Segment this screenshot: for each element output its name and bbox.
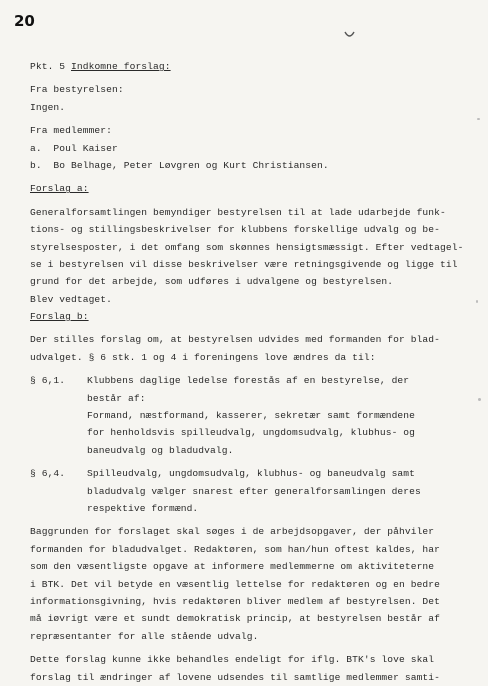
rationale-line: repræsentanter for alle stående udvalg. — [30, 630, 259, 642]
proposal-a-line: styrelsesposter, i det omfang som skønnes hensigtsmæssigt. Efter vedtagel- — [30, 241, 464, 253]
page-number: 20 — [14, 12, 35, 30]
paragraph-6-4: § 6,4. Spilleudvalg, ungdomsudvalg, klubhus- og baneudvalg samt — [30, 465, 480, 482]
agenda-item-title: Indkomne forslag: — [71, 61, 171, 72]
paragraph-line: Formand, næstformand, kasserer, sekretær samt formændene — [87, 410, 416, 422]
rationale-line: må iøvrigt være et sundt demokratisk princip, at bestyrelsen består af — [30, 613, 441, 625]
proposal-b-heading: Forslag b: — [30, 311, 89, 323]
members-label: Fra medlemmer: — [30, 125, 113, 137]
board-value: Ingen. — [30, 101, 66, 113]
proposal-a-heading: Forslag a: — [30, 183, 89, 195]
proposal-a-line: grund for det arbejde, som udføres i udvalgene og bestyrelsen. — [30, 276, 394, 288]
paragraph-6-1: § 6,1. Klubbens daglige ledelse forestås af en bestyrelse, der — [30, 372, 480, 389]
proposal-a-result: Blev vedtaget. — [30, 293, 113, 305]
document-body — [30, 58, 480, 686]
rationale-line: som den væsentligste opgave at informere medlemmerne om aktiviteterne — [30, 561, 435, 573]
paragraph-line: respektive formænd. — [87, 502, 199, 514]
proposal-b-intro: udvalget. § 6 stk. 1 og 4 i foreningens love ændres da til: — [30, 351, 376, 363]
closing-line: Dette forslag kunne ikke behandles endeligt for iflg. BTK's love skal — [30, 654, 435, 666]
punch-hole-mark — [344, 31, 355, 39]
member-item: a. Poul Kaiser — [30, 142, 118, 154]
proposal-a-line: tions- og stillingsbeskrivelser for klubbens forskellige udvalg og be- — [30, 224, 441, 236]
paragraph-line: baneudvalg og bladudvalg. — [87, 444, 234, 456]
member-item: b. Bo Belhage, Peter Løvgren og Kurt Christiansen. — [30, 159, 329, 171]
proposal-a-line: Generalforsamtlingen bemyndiger bestyrelsen til at lade udarbejde funk- — [30, 206, 446, 218]
rationale-line: formanden for bladudvalget. Redaktøren, som han/hun oftest kaldes, har — [30, 543, 441, 555]
closing-line: forslag til ændringer af lovene udsendes til samtlige medlemmer samti- — [30, 671, 441, 683]
rationale-line: i BTK. Det vil betyde en væsentlig lettelse for redaktøren og en bedre — [30, 578, 441, 590]
paragraph-number: § 6,4. — [30, 468, 66, 480]
paragraph-line: for henholdsvis spilleudvalg, ungdomsudvalg, klubhus- og — [87, 427, 416, 439]
paragraph-line: bladudvalg vælger snarest efter generalforsamlingen deres — [87, 485, 421, 497]
agenda-item-heading: Pkt. 5 Indkomne forslag: — [30, 61, 171, 72]
rationale-line: Baggrunden for forslaget skal søges i de arbejdsopgaver, der påhviler — [30, 526, 435, 538]
board-label: Fra bestyrelsen: — [30, 84, 124, 96]
proposal-b-intro: Der stilles forslag om, at bestyrelsen udvides med formanden for blad- — [30, 334, 441, 346]
paragraph-number: § 6,1. — [30, 375, 66, 387]
rationale-line: informationsgivning, hvis redaktøren bliver medlem af bestyrelsen. Det — [30, 595, 441, 607]
proposal-a-line: se i bestyrelsen vil disse beskrivelser være retningsgivende og ligge til — [30, 258, 458, 270]
paragraph-line: består af: — [87, 392, 146, 404]
